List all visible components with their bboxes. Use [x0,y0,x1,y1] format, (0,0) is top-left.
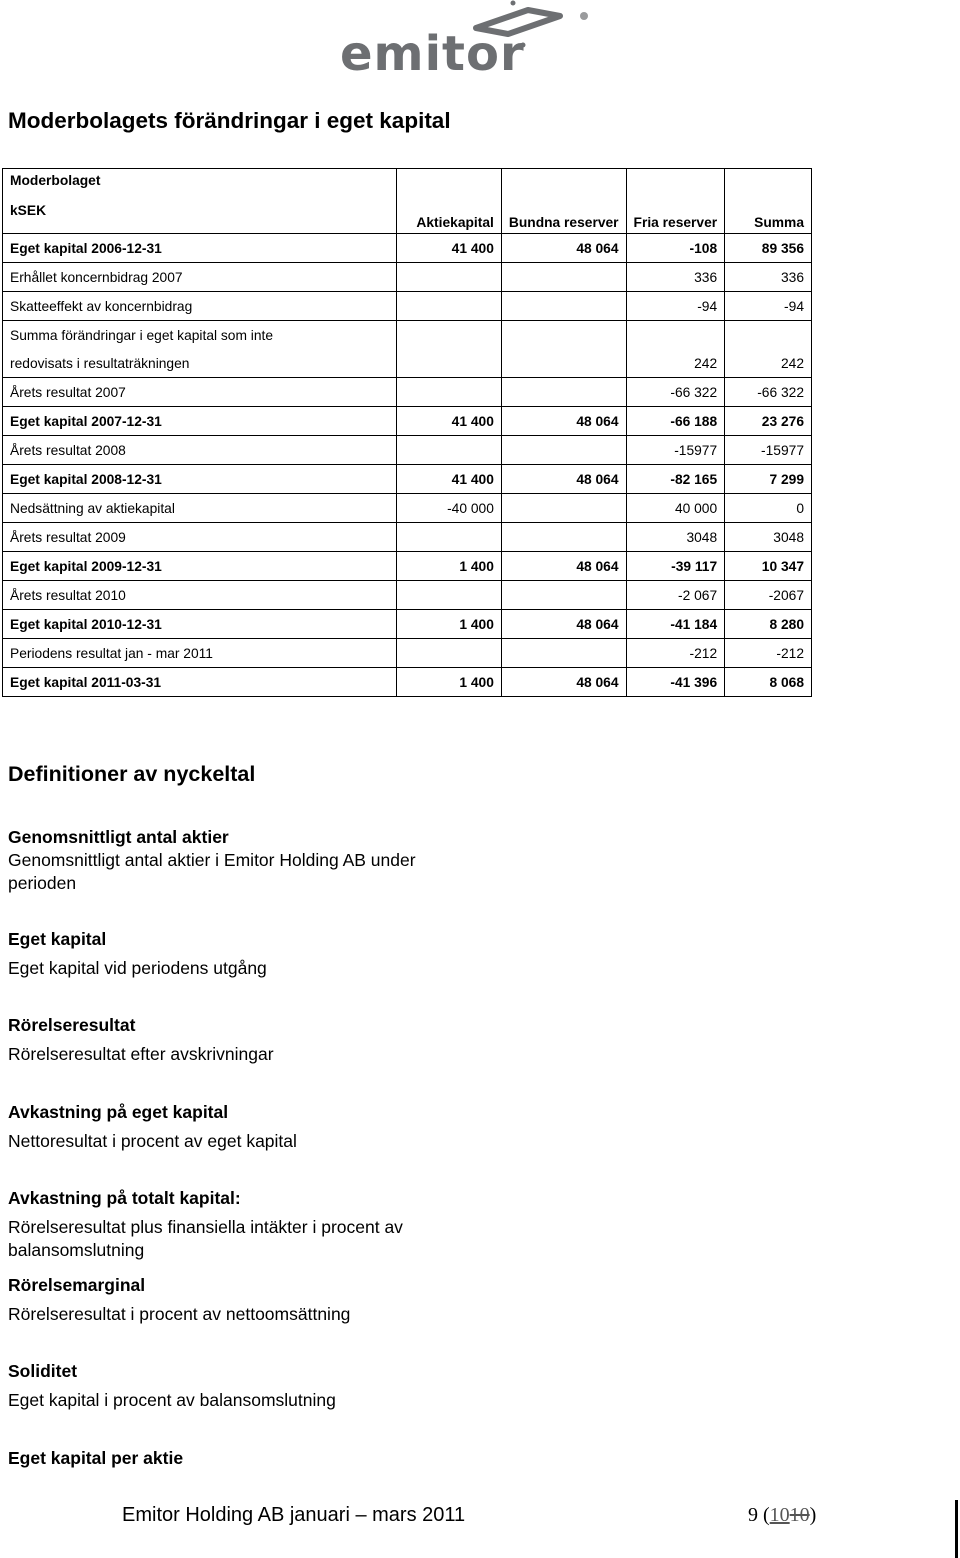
row-value [626,321,725,350]
definition-item [8,826,478,895]
header-unit: kSEK [10,203,47,218]
row-value [397,523,502,552]
definition-text: Eget kapital vid periodens utgång [8,958,267,978]
definition-text: Rörelseresultat plus finansiella intäkter i procent av balansomslutning [8,1217,403,1260]
row-label: Eget kapital 2009-12-31 [3,552,397,581]
row-value [501,321,626,350]
table-row [3,292,812,321]
row-value: -41 184 [626,610,725,639]
table-row [3,263,812,292]
row-value [725,321,812,350]
table-row [3,436,812,465]
row-value: -15977 [626,436,725,465]
row-value: -15977 [725,436,812,465]
row-value: -2 067 [626,581,725,610]
definition-term: Rörelsemarginal [8,1275,146,1295]
table-row [3,668,812,697]
row-value [501,378,626,407]
row-value: 40 000 [626,494,725,523]
definition-text: Rörelseresultat i procent av nettoomsättning [8,1304,351,1324]
page-title: Moderbolagets förändringar i eget kapital [8,108,451,133]
row-value: 48 064 [501,552,626,581]
row-value: 41 400 [397,234,502,263]
header-label-cell [3,169,397,234]
table-row [3,234,812,263]
definition-item [8,1101,478,1153]
row-value: -66 322 [725,378,812,407]
definition-item [8,1187,478,1262]
row-label: Periodens resultat jan - mar 2011 [3,639,397,668]
row-label: Nedsättning av aktiekapital [3,494,397,523]
header-fria-reserver: Fria reserver [626,169,725,234]
row-value: 242 [626,349,725,378]
row-label: Årets resultat 2010 [3,581,397,610]
header-entity: Moderbolaget [10,173,101,188]
row-value [501,581,626,610]
definition-text: Nettoresultat i procent av eget kapital [8,1131,297,1151]
row-value: -94 [626,292,725,321]
table-row [3,407,812,436]
row-value: 48 064 [501,465,626,494]
row-value: -66 188 [626,407,725,436]
row-value: 8 280 [725,610,812,639]
row-value: 23 276 [725,407,812,436]
row-value [397,436,502,465]
row-value: -82 165 [626,465,725,494]
row-value [501,639,626,668]
row-value [501,349,626,378]
row-value: 48 064 [501,234,626,263]
row-value [397,263,502,292]
table-row [3,610,812,639]
row-value: 1 400 [397,668,502,697]
definition-term: Eget kapital per aktie [8,1448,184,1468]
definition-text: Genomsnittligt antal aktier i Emitor Holding AB under perioden [8,850,416,893]
row-value [397,349,502,378]
row-value: 1 400 [397,552,502,581]
row-value: 336 [725,263,812,292]
table-row [3,639,812,668]
page-number: 9 (1010) [748,1504,817,1526]
table-row [3,523,812,552]
row-label: Erhållet koncernbidrag 2007 [3,263,397,292]
row-value: 3048 [725,523,812,552]
table-row [3,465,812,494]
page-current: 9 [748,1504,758,1526]
table-row [3,349,812,378]
row-value: 242 [725,349,812,378]
definition-term: Rörelseresultat [8,1015,136,1035]
header-aktiekapital: Aktiekapital [397,169,502,234]
row-value: 41 400 [397,407,502,436]
row-value [501,436,626,465]
row-value: -66 322 [626,378,725,407]
row-value: 48 064 [501,668,626,697]
definition-item [8,928,478,980]
table-row [3,552,812,581]
row-label: Summa förändringar i eget kapital som inte [3,321,397,350]
row-value: 41 400 [397,465,502,494]
row-label: Eget kapital 2008-12-31 [3,465,397,494]
row-value: -41 396 [626,668,725,697]
row-label: Eget kapital 2007-12-31 [3,407,397,436]
row-value [501,292,626,321]
row-value: 48 064 [501,407,626,436]
definition-term: Genomsnittligt antal aktier [8,827,229,847]
table-row [3,378,812,407]
definition-item [8,1274,478,1326]
row-value [501,494,626,523]
header-bundna-reserver: Bundna reserver [501,169,626,234]
definition-text: Rörelseresultat efter avskrivningar [8,1044,274,1064]
definition-item [8,1014,478,1066]
row-value: -40 000 [397,494,502,523]
row-value [501,263,626,292]
definition-term: Soliditet [8,1361,78,1381]
page-total-deleted: 10 [789,1504,810,1526]
definition-item [8,1447,478,1470]
footer-title: Emitor Holding AB januari – mars 2011 [122,1504,466,1526]
row-value: -39 117 [626,552,725,581]
table-header-row [3,169,812,234]
row-value: -94 [725,292,812,321]
table-row [3,494,812,523]
equity-changes-table [2,168,812,697]
definition-term: Avkastning på totalt kapital: [8,1188,241,1208]
definition-text: Eget kapital i procent av balansomslutning [8,1390,336,1410]
row-value: 10 347 [725,552,812,581]
row-label: Eget kapital 2011-03-31 [3,668,397,697]
row-label: redovisats i resultaträkningen [3,349,397,378]
row-value [397,378,502,407]
row-label: Skatteeffekt av koncernbidrag [3,292,397,321]
row-value [397,639,502,668]
table-row [3,321,812,350]
row-value: -212 [725,639,812,668]
row-value: -2067 [725,581,812,610]
definition-term: Avkastning på eget kapital [8,1102,229,1122]
row-value: 1 400 [397,610,502,639]
header-summa: Summa [725,169,812,234]
row-value: -212 [626,639,725,668]
row-label: Årets resultat 2007 [3,378,397,407]
emitor-logo [338,0,598,80]
page-edge-line [955,1500,958,1558]
row-value [397,292,502,321]
row-label: Eget kapital 2010-12-31 [3,610,397,639]
row-value: 0 [725,494,812,523]
row-value [397,321,502,350]
table-row [3,581,812,610]
row-value: 336 [626,263,725,292]
definition-item [8,1360,478,1412]
definitions-heading: Definitioner av nyckeltal [8,762,256,786]
row-value: 89 356 [725,234,812,263]
logo-wordmark: emitor [340,26,525,82]
row-value: -108 [626,234,725,263]
row-value: 8 068 [725,668,812,697]
row-label: Eget kapital 2006-12-31 [3,234,397,263]
page-total-inserted: 10 [769,1504,790,1526]
row-value: 7 299 [725,465,812,494]
row-value: 48 064 [501,610,626,639]
row-value: 3048 [626,523,725,552]
row-label: Årets resultat 2009 [3,523,397,552]
row-value [397,581,502,610]
definition-term: Eget kapital [8,929,107,949]
row-label: Årets resultat 2008 [3,436,397,465]
row-value [501,523,626,552]
